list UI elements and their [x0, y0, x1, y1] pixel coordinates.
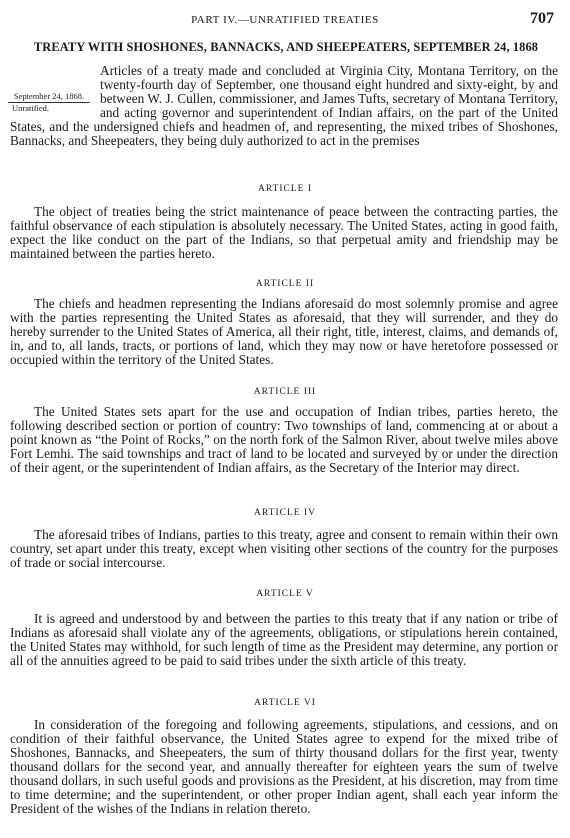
preamble-text: Articles of a treaty made and concluded at Virginia City, Montana Territory, on the twenty-fourth day of September, one thousand eight hundred and sixty-eight, by and between W. J. Cullen, commissioner, and James Tufts, secretary of Montana Territory, and acting governor and superintendent of Indian affairs, on the part of the United States, and the undersigned chiefs and headmen of, and representing, the mixed tribes of Shoshones, Bannacks, and Sheepeaters, they being duly authorized to act in the premises	[10, 63, 558, 148]
article-5-heading: ARTICLE V	[256, 589, 314, 599]
article-5-text: It is agreed and understood by and between the parties to this treaty that if any nation or tribe of Indians as aforesaid shall violate any of the agreements, obligations, or stipulations herein contained, the United States may withhold, for such length of time as the President may determine, any portion or all of the annuities agreed to be paid to said tribes under the sixth article of this treaty.	[10, 611, 558, 668]
running-title: PART IV.—UNRATIFIED TREATIES	[191, 14, 379, 26]
margin-note	[8, 64, 96, 118]
article-4-text: The aforesaid tribes of Indians, parties to this treaty, agree and consent to remain within their own country, set apart under this treaty, except when visiting other sections of the country for the purposes of trade or social intercourse.	[10, 527, 558, 570]
article-4-heading: ARTICLE IV	[254, 508, 316, 518]
article-6-text: In consideration of the foregoing and following agreements, stipulations, and cessions, and on condition of their faithful observance, the United States agree to expend for the mixed tribe of Shoshones, Bannacks, and Sheepeaters, the sum of thirty thousand dollars for the first year, twenty thousand dollars for the second year, and annually thereafter for eighteen years the sum of twelve thousand dollars, in such useful goods and provisions as the President, at his discretion, may from time to time determine; and the superintendent, or other proper Indian agent, shall each year inform the President of the wishes of the Indians in relation thereto.	[10, 717, 558, 816]
article-3-text: The United States sets apart for the use and occupation of Indian tribes, parties hereto, the following described section or portion of country: Two townships of land, commencing at or about a point known as “the Point of Rocks,” on the north fork of the Salmon River, about twelve miles above Fort Lemhi. The said townships and tract of land to be located and surveyed by or under the direction of their agent, or the superintendent of Indian affairs, as the Secretary of the Interior may direct.	[10, 404, 558, 475]
article-3-heading: ARTICLE III	[253, 387, 317, 397]
page-number: 707	[530, 10, 554, 27]
preamble-paragraph	[10, 64, 558, 148]
article-1-heading: ARTICLE I	[257, 184, 313, 194]
margin-note-status: Unratified.	[12, 103, 50, 113]
article-2-text: The chiefs and headmen representing the Indians aforesaid do most solemnly promise and agree with the parties representing the United States as aforesaid, that they will surrender, and they do hereby surrender to the United States of America, all their right, title, interest, claims, and demands of, in, and to, all lands, tracts, or portions of land, which they may now or have heretofore possessed or occupied within the territory of the United States.	[10, 296, 558, 367]
article-2-heading: ARTICLE II	[255, 279, 315, 289]
article-6-heading: ARTICLE VI	[254, 698, 316, 708]
running-header	[0, 10, 570, 30]
treaty-title: TREATY WITH SHOSHONES, BANNACKS, AND SHEEPEATERS, SEPTEMBER 24, 1868	[33, 40, 539, 54]
article-1-text: The object of treaties being the strict maintenance of peace between the contracting parties, the faithful observance of each stipulation is absolutely necessary. The United States, acting in good faith, expect the like conduct on the part of the Indians, so that perpetual amity and friendship may be maintained between the parties hereto.	[10, 204, 558, 261]
margin-note-date: September 24, 1868.	[8, 64, 90, 103]
